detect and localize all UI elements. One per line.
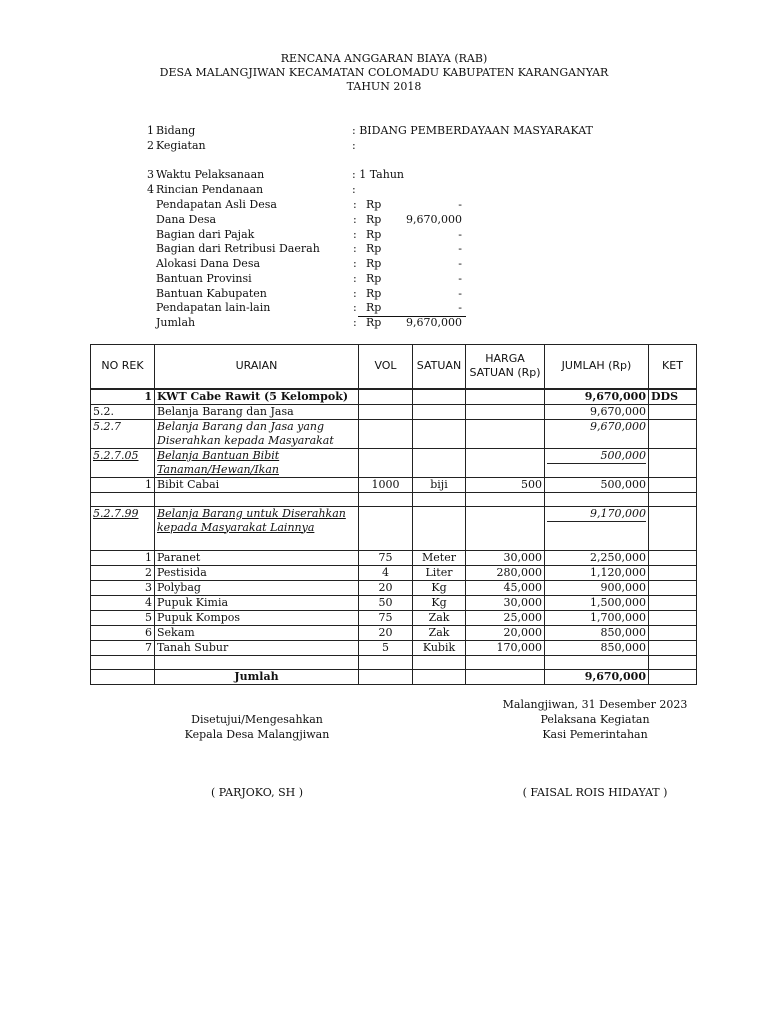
funding-colon: : xyxy=(353,212,357,226)
funding-amount: - xyxy=(458,198,462,211)
cell-harga: 30,000 xyxy=(466,595,545,610)
cell-jumlah: 900,000 xyxy=(545,580,649,595)
cell-no: 3 xyxy=(91,580,155,595)
table-row xyxy=(91,448,697,477)
cell-no: 5.2.7.99 xyxy=(91,506,155,550)
funding-colon: : xyxy=(353,198,357,211)
cell-uraian: Paranet xyxy=(155,550,359,565)
table-row xyxy=(91,419,697,448)
cell-jumlah: 500,000 xyxy=(545,477,649,492)
funding-colon: : xyxy=(353,271,357,285)
cell-satuan: Kg xyxy=(413,595,466,610)
cell-satuan: Kg xyxy=(413,580,466,595)
funding-currency: Rp xyxy=(366,198,382,211)
cell-vol: 20 xyxy=(359,580,413,595)
table-row xyxy=(91,625,697,640)
cell-vol: 20 xyxy=(359,625,413,640)
table-row-group xyxy=(91,389,697,405)
items-body xyxy=(91,550,697,655)
funding-currency: Rp xyxy=(366,286,382,300)
funding-label: Bagian dari Pajak xyxy=(156,227,255,241)
cell-jumlah: 9,670,000 xyxy=(545,419,649,448)
info-label: Bidang xyxy=(156,124,196,137)
cell-ket xyxy=(649,625,697,640)
info-label: Kegiatan xyxy=(156,139,206,152)
subtotal-value: 500,000 xyxy=(547,449,646,464)
table-row xyxy=(91,404,697,419)
funding-colon: : xyxy=(353,316,357,329)
funding-amount: 9,670,000 xyxy=(406,212,462,226)
col-ket: KET xyxy=(649,345,697,389)
funding-currency: Rp xyxy=(366,212,382,226)
info-number: 1 xyxy=(147,124,154,137)
table-row xyxy=(91,477,697,492)
cell-satuan: Zak xyxy=(413,610,466,625)
funding-label: Dana Desa xyxy=(156,212,217,226)
cell-jumlah: 1,120,000 xyxy=(545,565,649,580)
cell-ket xyxy=(649,640,697,655)
funding-currency: Rp xyxy=(366,271,382,285)
info-label: Waktu Pelaksanaan xyxy=(156,168,265,181)
cell-ket xyxy=(649,610,697,625)
funding-label: Pendapatan Asli Desa xyxy=(156,198,277,211)
cell-uraian: Pupuk Kompos xyxy=(155,610,359,625)
cell-no: 1 xyxy=(91,389,155,405)
table-header-row xyxy=(91,345,697,389)
cell-no: 2 xyxy=(91,565,155,580)
funding-amount: - xyxy=(458,257,462,270)
info-label: Rincian Pendanaan xyxy=(156,183,264,196)
table-row xyxy=(91,595,697,610)
table-row xyxy=(91,506,697,550)
col-satuan: SATUAN xyxy=(413,345,466,389)
funding-amount: - xyxy=(458,301,462,315)
cell-harga: 45,000 xyxy=(466,580,545,595)
uraian-line: Diserahkan kepada Masyarakat xyxy=(157,433,334,447)
col-jumlah: JUMLAH (Rp) xyxy=(545,345,649,389)
info-number: 3 xyxy=(147,168,154,181)
approver-name: ( PARJOKO, SH ) xyxy=(210,786,304,799)
table-row-empty xyxy=(91,655,697,669)
cell-satuan: Zak xyxy=(413,625,466,640)
cell-uraian: Pupuk Kimia xyxy=(155,595,359,610)
col-harga-line2: SATUAN (Rp) xyxy=(469,366,541,380)
funding-currency: Rp xyxy=(366,242,382,256)
total-value: 9,670,000 xyxy=(545,669,649,684)
cell-vol: 75 xyxy=(359,610,413,625)
col-harga xyxy=(466,345,545,389)
cell-jumlah: 850,000 xyxy=(545,640,649,655)
cell-vol: 75 xyxy=(359,550,413,565)
cell-jumlah: 9,670,000 xyxy=(545,404,649,419)
funding-amount: - xyxy=(458,271,462,285)
table-row xyxy=(91,550,697,565)
funding-amount: - xyxy=(458,286,462,300)
cell-uraian: Polybag xyxy=(155,580,359,595)
cell-harga: 25,000 xyxy=(466,610,545,625)
cell-satuan: biji xyxy=(413,477,466,492)
uraian-line: Belanja Barang dan Jasa yang xyxy=(157,419,325,433)
cell-harga: 170,000 xyxy=(466,640,545,655)
cell-ket: DDS xyxy=(649,389,697,405)
info-value: : 1 Tahun xyxy=(352,168,404,181)
uraian-line: kepada Masyarakat Lainnya xyxy=(157,520,315,534)
funding-label: Pendapatan lain-lain xyxy=(156,301,271,315)
funding-label: Bantuan Kabupaten xyxy=(156,286,267,300)
executor-name: ( FAISAL ROIS HIDAYAT ) xyxy=(522,786,668,799)
funding-currency: Rp xyxy=(366,301,382,315)
cell-jumlah: 9,670,000 xyxy=(545,389,649,405)
info-number: 2 xyxy=(147,139,154,152)
info-value: : xyxy=(352,183,356,196)
table-row xyxy=(91,580,697,595)
funding-label: Jumlah xyxy=(156,316,196,329)
rab-table xyxy=(90,344,697,685)
col-harga-line1: HARGA xyxy=(485,352,525,366)
col-uraian: URAIAN xyxy=(155,345,359,389)
funding-colon: : xyxy=(353,301,357,315)
table-row xyxy=(91,565,697,580)
cell-uraian: Sekam xyxy=(155,625,359,640)
info-value: : BIDANG PEMBERDAYAAN MASYARAKAT xyxy=(352,124,593,137)
cell-satuan: Meter xyxy=(413,550,466,565)
cell-satuan: Liter xyxy=(413,565,466,580)
cell-ket xyxy=(649,565,697,580)
funding-colon: : xyxy=(353,257,357,270)
uraian-line: Tanaman/Hewan/Ikan xyxy=(157,462,279,476)
cell-ket xyxy=(649,550,697,565)
cell-vol: 5 xyxy=(359,640,413,655)
info-number: 4 xyxy=(147,183,154,196)
executor-label: Pelaksana Kegiatan xyxy=(540,713,650,726)
cell-no: 1 xyxy=(91,550,155,565)
table-row xyxy=(91,610,697,625)
approval-label: Disetujui/Mengesahkan xyxy=(191,713,323,726)
cell-harga: 500 xyxy=(466,477,545,492)
cell-no: 5.2. xyxy=(91,404,155,419)
cell-jumlah xyxy=(545,506,649,550)
cell-jumlah xyxy=(545,448,649,477)
funding-amount: 9,670,000 xyxy=(406,316,462,329)
cell-no: 5 xyxy=(91,610,155,625)
cell-harga: 20,000 xyxy=(466,625,545,640)
funding-label: Alokasi Dana Desa xyxy=(156,257,261,270)
executor-title: Kasi Pemerintahan xyxy=(542,728,648,741)
uraian-line: Belanja Barang untuk Diserahkan xyxy=(157,506,346,520)
funding-label: Bantuan Provinsi xyxy=(156,271,252,285)
cell-uraian: Pestisida xyxy=(155,565,359,580)
cell-jumlah: 850,000 xyxy=(545,625,649,640)
funding-colon: : xyxy=(353,242,357,256)
funding-label: Bagian dari Retribusi Daerah xyxy=(156,242,320,256)
doc-subtitle: DESA MALANGJIWAN KECAMATAN COLOMADU KABUPATEN KARANGANYAR xyxy=(159,66,609,79)
table-row xyxy=(91,640,697,655)
cell-uraian xyxy=(155,506,359,550)
cell-ket xyxy=(649,595,697,610)
uraian-line: Belanja Bantuan Bibit xyxy=(157,448,280,462)
cell-uraian: Bibit Cabai xyxy=(155,477,359,492)
funding-amount: - xyxy=(458,242,462,256)
cell-vol: 1000 xyxy=(359,477,413,492)
table-total-row xyxy=(91,669,697,684)
approver-title: Kepala Desa Malangjiwan xyxy=(184,728,330,741)
cell-ket xyxy=(649,580,697,595)
cell-jumlah: 2,250,000 xyxy=(545,550,649,565)
place-date: Malangjiwan, 31 Desember 2023 xyxy=(502,698,688,711)
cell-uraian: Belanja Barang dan Jasa xyxy=(155,404,359,419)
funding-colon: : xyxy=(353,286,357,300)
cell-no: 7 xyxy=(91,640,155,655)
cell-no: 1 xyxy=(91,477,155,492)
table-row-empty xyxy=(91,492,697,506)
cell-no: 5.2.7.05 xyxy=(91,448,155,477)
cell-vol: 50 xyxy=(359,595,413,610)
funding-currency: Rp xyxy=(366,257,382,270)
funding-amount: - xyxy=(458,227,462,241)
cell-vol: 4 xyxy=(359,565,413,580)
cell-jumlah: 1,500,000 xyxy=(545,595,649,610)
info-value: : xyxy=(352,139,356,152)
cell-harga: 280,000 xyxy=(466,565,545,580)
doc-year: TAHUN 2018 xyxy=(346,80,422,93)
funding-currency: Rp xyxy=(366,227,382,241)
col-vol: VOL xyxy=(359,345,413,389)
total-label: Jumlah xyxy=(155,669,359,684)
cell-no: 5.2.7 xyxy=(91,419,155,448)
col-no-rek: NO REK xyxy=(91,345,155,389)
doc-title: RENCANA ANGGARAN BIAYA (RAB) xyxy=(280,52,488,65)
cell-uraian xyxy=(155,448,359,477)
cell-harga: 30,000 xyxy=(466,550,545,565)
cell-uraian: KWT Cabe Rawit (5 Kelompok) xyxy=(155,389,359,405)
funding-currency: Rp xyxy=(366,316,382,329)
cell-satuan: Kubik xyxy=(413,640,466,655)
cell-no: 4 xyxy=(91,595,155,610)
cell-no: 6 xyxy=(91,625,155,640)
funding-colon: : xyxy=(353,227,357,241)
subtotal-value: 9,170,000 xyxy=(547,507,646,522)
cell-jumlah: 1,700,000 xyxy=(545,610,649,625)
cell-uraian: Tanah Subur xyxy=(155,640,359,655)
cell-uraian xyxy=(155,419,359,448)
